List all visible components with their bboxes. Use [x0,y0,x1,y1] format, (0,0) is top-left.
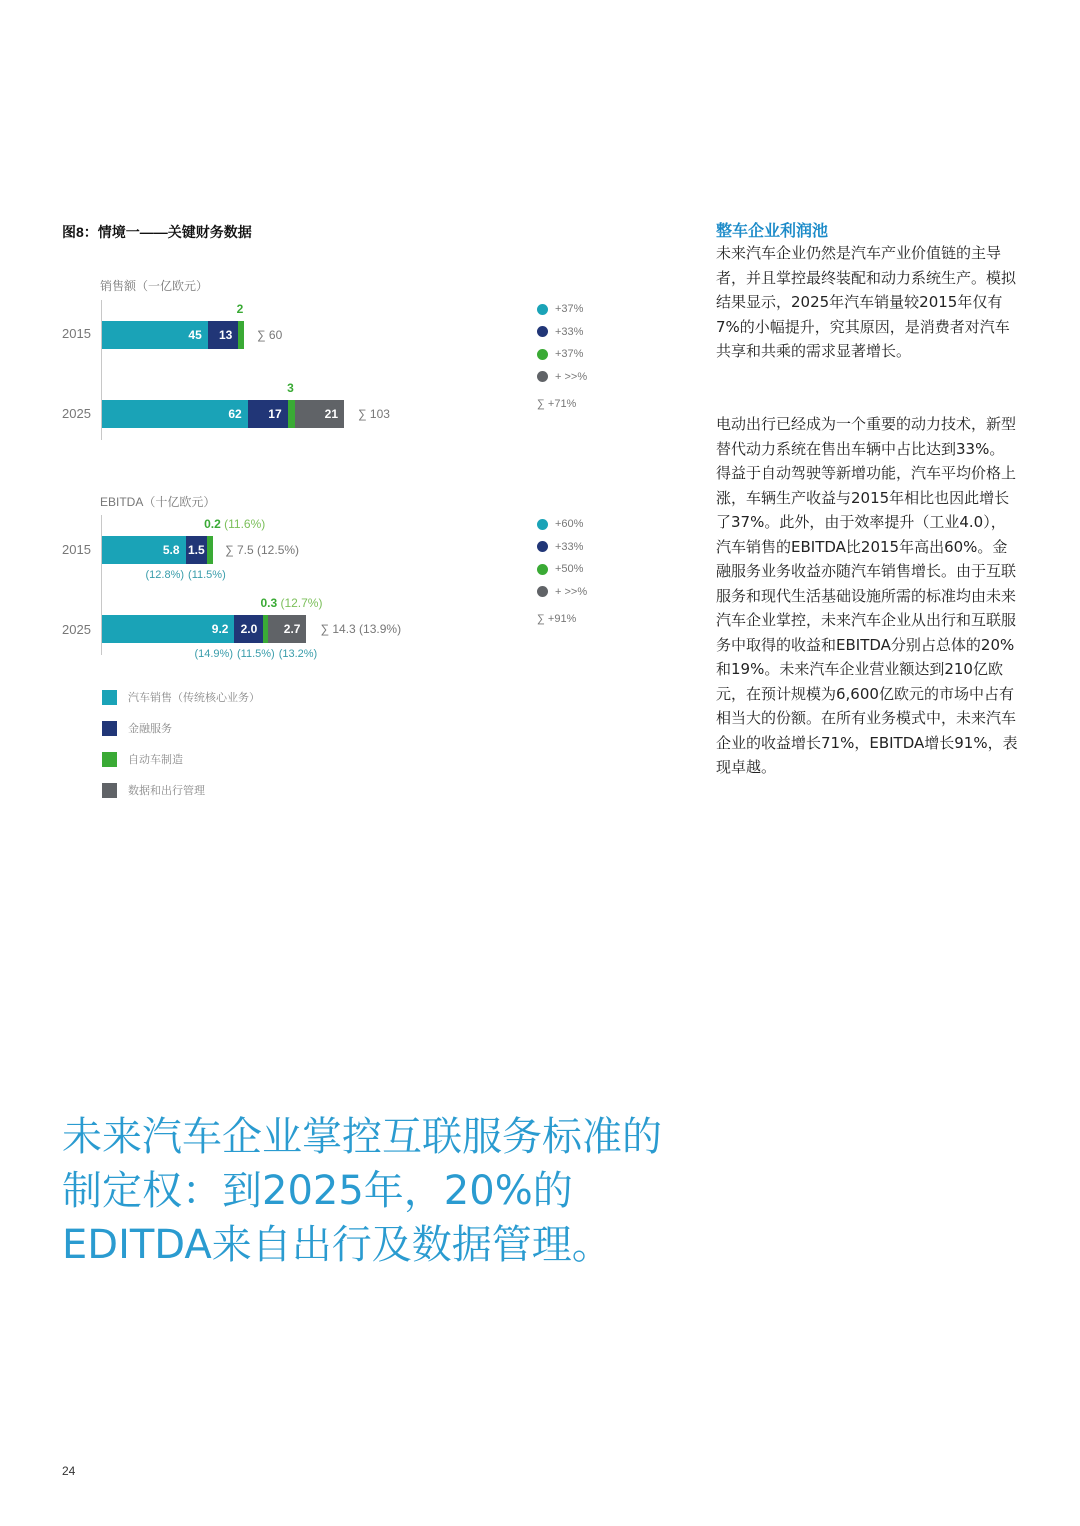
chart-title: 销售额（一亿欧元） [100,279,209,293]
color-dot [537,586,548,597]
bar-segment: 1.5 [186,536,208,564]
color-dot [537,326,548,337]
bar-segment: 5.8 [102,536,186,564]
color-dot [537,541,548,552]
bar-value-label [237,302,244,316]
percent-label: (13.2%) [278,648,318,660]
bar-segment: 21 [295,400,344,428]
bar-segment: 13 [208,321,239,349]
bar-segment: 45 [102,321,208,349]
category-label: 2025 [62,622,91,637]
percent-labels [194,648,321,660]
page-number: 24 [62,1464,76,1478]
growth-item [537,541,583,553]
legend-label: 汽车销售（传统核心业务） [128,692,260,704]
growth-item [537,348,583,360]
percent-label: (14.9%) [194,648,233,660]
legend-item [102,720,172,736]
growth-total: ∑ +71% [537,398,577,410]
color-dot [537,349,548,360]
bar-segment: 9.2 [102,615,234,643]
legend-swatch [102,783,117,798]
growth-value: +50% [555,563,584,575]
bar-segment [238,321,244,349]
color-dot [537,371,548,382]
category-label: 2025 [62,406,91,421]
bar-value: 3 [287,381,294,395]
sum-label: ∑ 60 [257,328,283,342]
growth-value: +37% [555,348,584,360]
legend-item [102,689,260,705]
bar-percent: (12.7%) [277,596,323,610]
color-dot [537,304,548,315]
bar-value-label [260,596,322,610]
growth-item [537,586,587,598]
sum-label: ∑ 7.5 (12.5%) [225,543,300,557]
legend-item [102,751,183,767]
color-dot [537,564,548,575]
legend-swatch [102,721,117,736]
bar-value-label [287,381,294,395]
category-label: 2015 [62,326,91,341]
growth-value: +37% [555,303,584,315]
growth-value: +33% [555,325,584,338]
legend-label: 金融服务 [128,723,172,735]
bar-segment [207,536,213,564]
bar-segment: 2.0 [234,615,263,643]
growth-item [537,518,583,530]
color-dot [537,519,548,530]
growth-item [537,303,583,315]
growth-value: +60% [555,518,584,530]
legend-label: 数据和出行管理 [128,785,205,797]
bar-segment: 62 [102,400,248,428]
bar-segment: 17 [248,400,288,428]
body-paragraph: 电动出行已经成为一个重要的动力技术，新型替代动力系统在售出车辆中占比达到33%。得益于自动驾驶等新增功能，汽车平均价格上涨，车辆生产收益与2015年相比也因此增长了37%。此外，由于效率提升（工业4.0），汽车销售的EBITDA比2015年高出60%。金融服务业务收益亦随汽车销售增长。由于互联服务和现代生活基础设施所需的标准均由未来汽车企业掌控，未来汽车企业从出行和互联服务中取得的收益和EBITDA分别占总体的20%和19%。未来汽车企业营业额达到210亿欧元，在预计规模为6,600亿欧元的市场中占有相当大的份额。在所有业务模式中，未来汽车企业的收益增长71%，EBITDA增长91%，表现卓越。 [716,415,1018,776]
bar-value: 2 [236,302,244,316]
pull-quote: 未来汽车企业掌控互联服务标准的制定权：到2025年，20%的EDITDA来自出行及数据管理。 [62,1114,662,1268]
legend-label: 自动车制造 [128,754,183,766]
bar-value: 0.2 [204,517,221,531]
figure-title: 图8：情境一——关键财务数据 [62,224,252,240]
percent-label: (11.5%) [188,569,226,581]
growth-total: ∑ +91% [537,613,577,625]
bar-segment [288,400,295,428]
percent-label: (11.5%) [237,648,275,660]
growth-item [537,326,583,338]
chart-title: EBITDA（十亿欧元） [100,495,216,509]
growth-value: + >>% [555,585,588,598]
percent-labels [146,569,230,581]
growth-value: + >>% [555,370,588,383]
sum-label: ∑ 14.3 (13.9%) [320,622,402,636]
body-paragraph: 未来汽车企业仍然是汽车产业价值链的主导者，并且掌控最终装配和动力系统生产。模拟结果显示，2025年汽车销量较2015年仅有7%的小幅提升，究其原因，是消费者对汽车共享和共乘的需求显著增长。 [716,244,1017,360]
section-title: 整车企业利润池 [716,223,829,240]
legend-item [102,782,205,798]
bar-segment: 2.7 [268,615,307,643]
growth-item [537,563,583,575]
growth-item [537,371,587,383]
legend-swatch [102,690,117,705]
bar-value-label [204,517,265,531]
bar-percent: (11.6%) [220,517,266,531]
growth-value: +33% [555,540,584,553]
sum-label: ∑ 103 [358,407,390,421]
percent-label: (12.8%) [145,569,185,581]
legend-swatch [102,752,117,767]
bar-value: 0.3 [260,596,278,610]
category-label: 2015 [62,542,91,557]
